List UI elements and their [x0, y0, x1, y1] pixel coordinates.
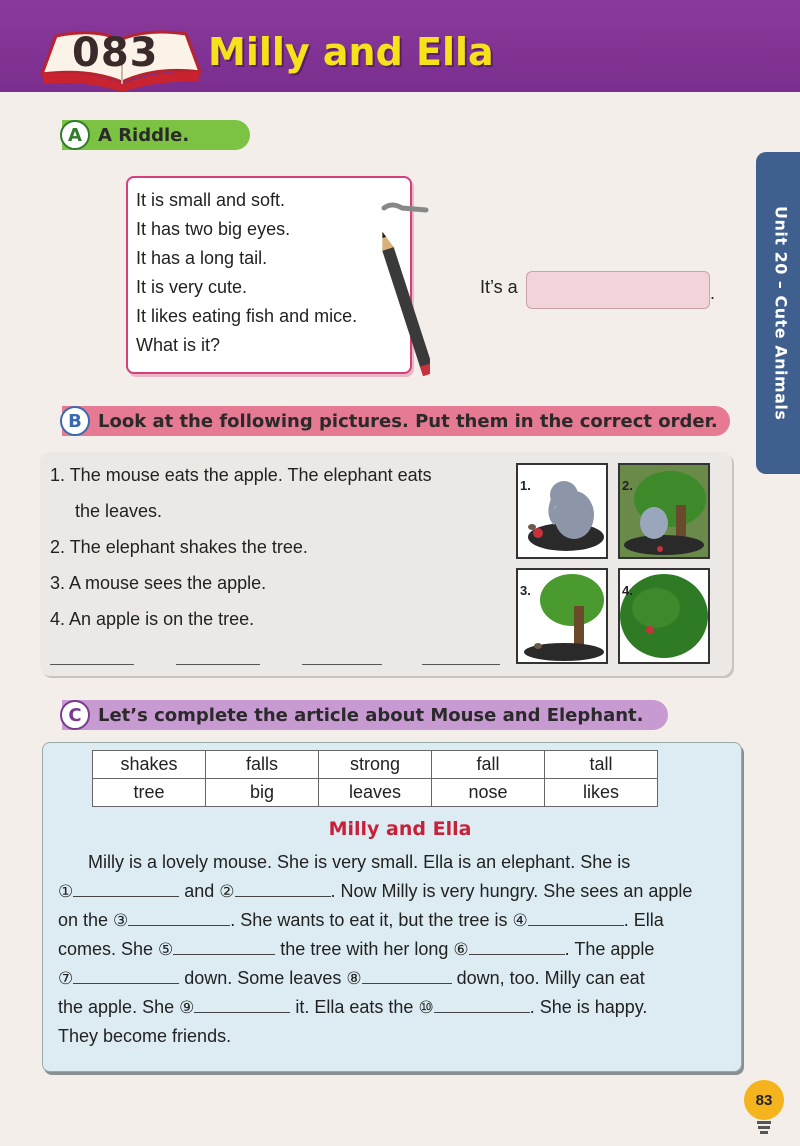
word-cell: big [206, 779, 319, 807]
lesson-number: 083 [72, 30, 159, 76]
riddle-line: It likes eating fish and mice. [136, 306, 358, 326]
section-a-letter: A [60, 120, 90, 150]
apple-tree-picture-icon [620, 570, 708, 662]
bulb-base-icon [756, 1120, 772, 1136]
article-text: the apple. She [58, 997, 180, 1017]
article-text: Milly is a lovely mouse. She is very small. Ella is an elephant. She is [88, 852, 631, 872]
article-blank[interactable] [469, 940, 565, 955]
blank-number: ⑨ [179, 998, 195, 1017]
section-b-letter: B [60, 406, 90, 436]
answer-suffix: . [710, 283, 716, 303]
picture-label: 1. [520, 478, 531, 493]
section-b-header [62, 406, 730, 436]
table-row [93, 751, 658, 779]
riddle-line: It is very cute. [136, 277, 248, 297]
section-b-title: Look at the following pictures. Put them in the correct order. [98, 410, 718, 432]
article-blank[interactable] [194, 998, 290, 1013]
article-text: and [179, 881, 220, 901]
word-cell: strong [319, 751, 432, 779]
page-number: 83 [755, 1091, 773, 1109]
article-line [58, 968, 718, 989]
article-text: They become friends. [58, 1026, 232, 1046]
blank-number: ① [58, 882, 74, 901]
word-cell: falls [206, 751, 319, 779]
order-item: the leaves. [75, 501, 163, 521]
mouse-tree-picture-icon [518, 570, 606, 662]
riddle-line: It has a long tail. [136, 248, 268, 268]
article-line [58, 939, 718, 960]
riddle-line: It has two big eyes. [136, 219, 291, 239]
article-text: . Now Milly is very hungry. She sees an apple [330, 881, 693, 901]
article-blank[interactable] [73, 969, 179, 984]
article-line [58, 1026, 718, 1047]
unit-label-text: Unit 20 – Cute Animals [771, 205, 791, 421]
riddle-line: It is small and soft. [136, 190, 286, 210]
article-blank[interactable] [235, 882, 331, 897]
elephant-tree-picture-icon [620, 465, 708, 557]
order-item: 3. A mouse sees the apple. [50, 573, 267, 593]
article-blank[interactable] [434, 998, 530, 1013]
article-text: . Ella [623, 910, 664, 930]
article-blank[interactable] [362, 969, 452, 984]
blank-number: ⑦ [58, 969, 74, 988]
page-number-bulb [744, 1080, 784, 1120]
article-text: comes. She [58, 939, 159, 959]
article-text: the tree with her long [275, 939, 454, 959]
article-line [58, 997, 718, 1018]
section-c-title: Let’s complete the article about Mouse and Elephant. [98, 704, 644, 726]
article-text: . She is happy. [529, 997, 648, 1017]
blank-number: ② [219, 882, 235, 901]
section-a-header [62, 120, 250, 150]
word-bank-table [92, 750, 658, 807]
article-text: . The apple [564, 939, 655, 959]
pencil-icon [380, 198, 430, 388]
lesson-title: Milly and Ella [208, 30, 494, 74]
riddle-line: What is it? [136, 335, 221, 355]
picture-label: 4. [622, 583, 633, 598]
article-blank[interactable] [173, 940, 275, 955]
order-blank[interactable] [176, 664, 260, 665]
article-line [88, 852, 748, 873]
article-text: down. Some leaves [179, 968, 347, 988]
unit-side-tab-label [756, 152, 800, 474]
word-cell: tree [93, 779, 206, 807]
article-blank[interactable] [128, 911, 230, 926]
picture-label: 3. [520, 583, 531, 598]
blank-number: ⑧ [346, 969, 362, 988]
blank-number: ⑩ [418, 998, 434, 1017]
article-blank[interactable] [528, 911, 624, 926]
word-cell: shakes [93, 751, 206, 779]
blank-number: ⑤ [158, 940, 174, 959]
riddle-answer-input[interactable] [526, 271, 710, 309]
word-cell: tall [545, 751, 658, 779]
order-blank[interactable] [50, 664, 134, 665]
table-row [93, 779, 658, 807]
section-c-header [62, 700, 668, 730]
blank-number: ⑥ [453, 940, 469, 959]
blank-number: ③ [113, 911, 129, 930]
picture-label: 2. [622, 478, 633, 493]
word-cell: likes [545, 779, 658, 807]
article-text: on the [58, 910, 114, 930]
answer-prefix: It’s a [480, 277, 518, 297]
section-c-letter: C [60, 700, 90, 730]
elephant-mouse-picture-icon [518, 465, 606, 557]
order-item: 2. The elephant shakes the tree. [50, 537, 308, 557]
word-cell: leaves [319, 779, 432, 807]
word-cell: nose [432, 779, 545, 807]
article-line [58, 910, 718, 931]
article-title: Milly and Ella [328, 818, 472, 840]
blank-number: ④ [512, 911, 528, 930]
section-a-title: A Riddle. [98, 124, 190, 146]
order-item: 1. The mouse eats the apple. The elephant eats [50, 465, 432, 485]
article-text: it. Ella eats the [290, 997, 419, 1017]
article-line [58, 881, 718, 902]
article-blank[interactable] [73, 882, 179, 897]
article-text: . She wants to eat it, but the tree is [230, 910, 513, 930]
article-text: down, too. Milly can eat [451, 968, 645, 988]
order-item: 4. An apple is on the tree. [50, 609, 255, 629]
order-blank[interactable] [422, 664, 500, 665]
order-blank[interactable] [302, 664, 382, 665]
word-cell: fall [432, 751, 545, 779]
